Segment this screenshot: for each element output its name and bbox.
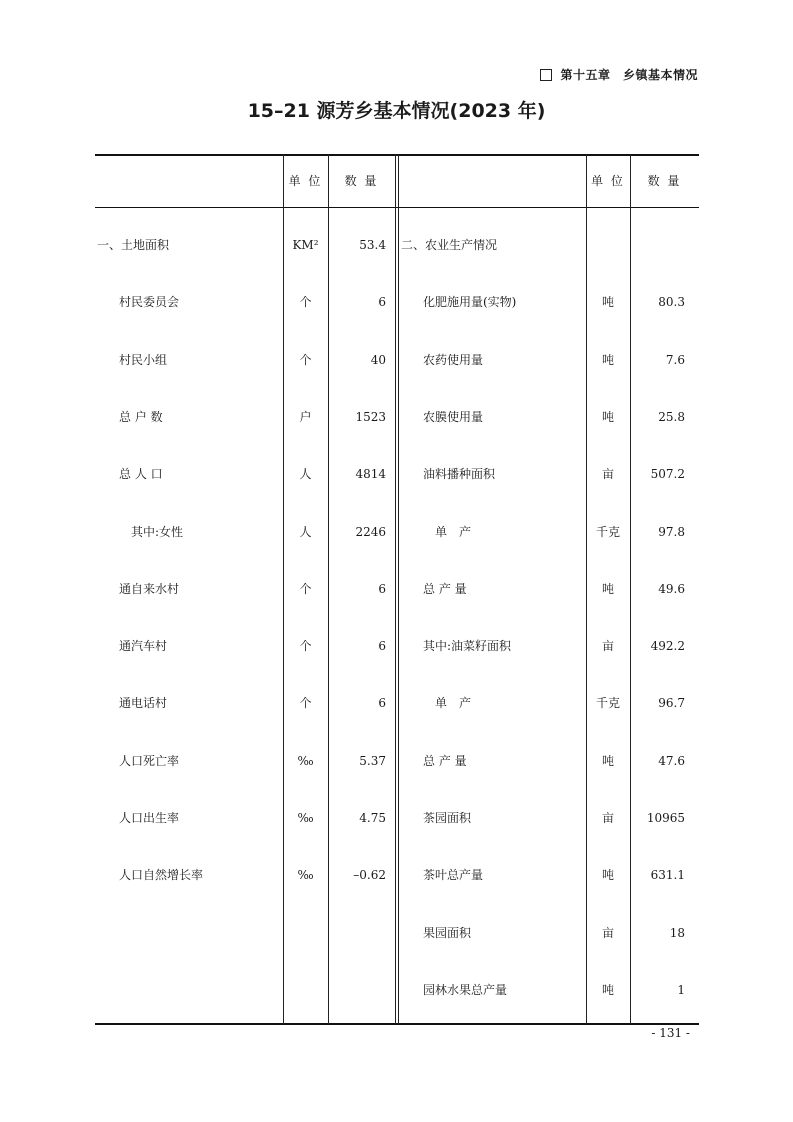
row-value: 6 <box>378 582 386 596</box>
header-unit-right: 单 位 <box>591 174 625 188</box>
row-unit: 个 <box>299 639 312 653</box>
row-label: 总 产 量 <box>423 582 467 596</box>
chapter-label: 第十五章 乡镇基本情况 <box>560 68 698 82</box>
row-value: 80.3 <box>658 295 685 309</box>
row-label: 人口自然增长率 <box>119 868 204 882</box>
row-label: 果园面积 <box>423 926 472 940</box>
row-unit: 亩 <box>601 926 614 940</box>
row-unit: 吨 <box>601 983 614 997</box>
row-unit: ‰ <box>297 754 314 768</box>
row-value: 53.4 <box>359 238 386 252</box>
row-unit: 吨 <box>601 410 614 424</box>
row-label: 农膜使用量 <box>423 410 484 424</box>
row-label: 二、农业生产情况 <box>401 238 498 252</box>
page-title: 15–21 源芳乡基本情况(2023 年) <box>247 100 546 122</box>
row-value: 97.8 <box>658 525 685 539</box>
row-unit: 吨 <box>601 295 614 309</box>
row-label: 园林水果总产量 <box>423 983 508 997</box>
row-value: 18 <box>669 926 685 940</box>
row-value: 10965 <box>646 811 685 825</box>
row-unit: 吨 <box>601 754 614 768</box>
row-value: 47.6 <box>658 754 685 768</box>
row-unit: 吨 <box>601 582 614 596</box>
row-value: 49.6 <box>658 582 685 596</box>
row-value: 40 <box>370 353 386 367</box>
row-label: 总 产 量 <box>423 754 467 768</box>
row-label: 村民小组 <box>119 353 168 367</box>
row-value: 631.1 <box>650 868 685 882</box>
row-label: 单 产 <box>435 696 472 710</box>
row-label: 茶叶总产量 <box>423 868 484 882</box>
row-unit: 个 <box>299 582 312 596</box>
chapter-header <box>540 66 698 83</box>
checkbox-square-icon <box>540 69 552 81</box>
row-label: 化肥施用量(实物) <box>423 295 517 309</box>
row-value: 2246 <box>355 525 386 539</box>
row-unit: 千克 <box>595 696 620 710</box>
row-unit: ‰ <box>297 811 314 825</box>
row-label: 人口出生率 <box>119 811 180 825</box>
row-value: 507.2 <box>650 467 685 481</box>
row-label: 村民委员会 <box>119 295 180 309</box>
row-unit: 人 <box>299 467 312 481</box>
row-label: 总 户 数 <box>119 410 163 424</box>
header-unit-left: 单 位 <box>288 174 323 188</box>
row-label: 其中:女性 <box>131 525 184 539</box>
row-unit: 个 <box>299 696 312 710</box>
row-value: 6 <box>378 696 386 710</box>
row-unit: 亩 <box>601 467 614 481</box>
row-label: 一、土地面积 <box>97 238 170 252</box>
row-value: 5.37 <box>359 754 386 768</box>
row-unit: 人 <box>299 525 312 539</box>
row-unit: 千克 <box>595 525 620 539</box>
row-value: 7.6 <box>665 353 685 367</box>
row-value: 492.2 <box>650 639 685 653</box>
row-unit: 亩 <box>601 639 614 653</box>
row-unit: KM² <box>292 238 319 252</box>
table-top-rule <box>95 154 699 156</box>
row-unit: 户 <box>299 410 312 424</box>
row-label: 人口死亡率 <box>119 754 180 768</box>
header-bottom-rule <box>95 207 699 208</box>
row-label: 茶园面积 <box>423 811 472 825</box>
divider-middle-b <box>398 154 399 1024</box>
row-value: –0.62 <box>353 868 386 882</box>
row-label: 通自来水村 <box>119 582 180 596</box>
row-label: 通汽车村 <box>119 639 168 653</box>
row-value: 4814 <box>355 467 386 481</box>
row-value: 96.7 <box>658 696 685 710</box>
row-value: 25.8 <box>658 410 685 424</box>
header-qty-left: 数 量 <box>344 174 379 188</box>
row-unit: ‰ <box>297 868 314 882</box>
row-unit: 吨 <box>601 353 614 367</box>
row-label: 其中:油菜籽面积 <box>423 639 512 653</box>
row-value: 1 <box>677 983 685 997</box>
header-qty-right: 数 量 <box>647 174 682 188</box>
row-unit: 吨 <box>601 868 614 882</box>
row-label: 通电话村 <box>119 696 168 710</box>
row-label: 农药使用量 <box>423 353 484 367</box>
row-value: 6 <box>378 639 386 653</box>
divider-middle-a <box>395 154 396 1024</box>
row-unit: 个 <box>299 295 312 309</box>
statistics-table <box>95 154 699 1024</box>
row-label: 总 人 口 <box>119 467 163 481</box>
row-value: 4.75 <box>359 811 386 825</box>
row-value: 1523 <box>355 410 386 424</box>
page-number: - 131 - <box>651 1026 690 1040</box>
row-label: 单 产 <box>435 525 472 539</box>
row-unit: 亩 <box>601 811 614 825</box>
row-value: 6 <box>378 295 386 309</box>
row-label: 油料播种面积 <box>423 467 496 481</box>
row-unit: 个 <box>299 353 312 367</box>
table-bottom-rule <box>95 1023 699 1025</box>
